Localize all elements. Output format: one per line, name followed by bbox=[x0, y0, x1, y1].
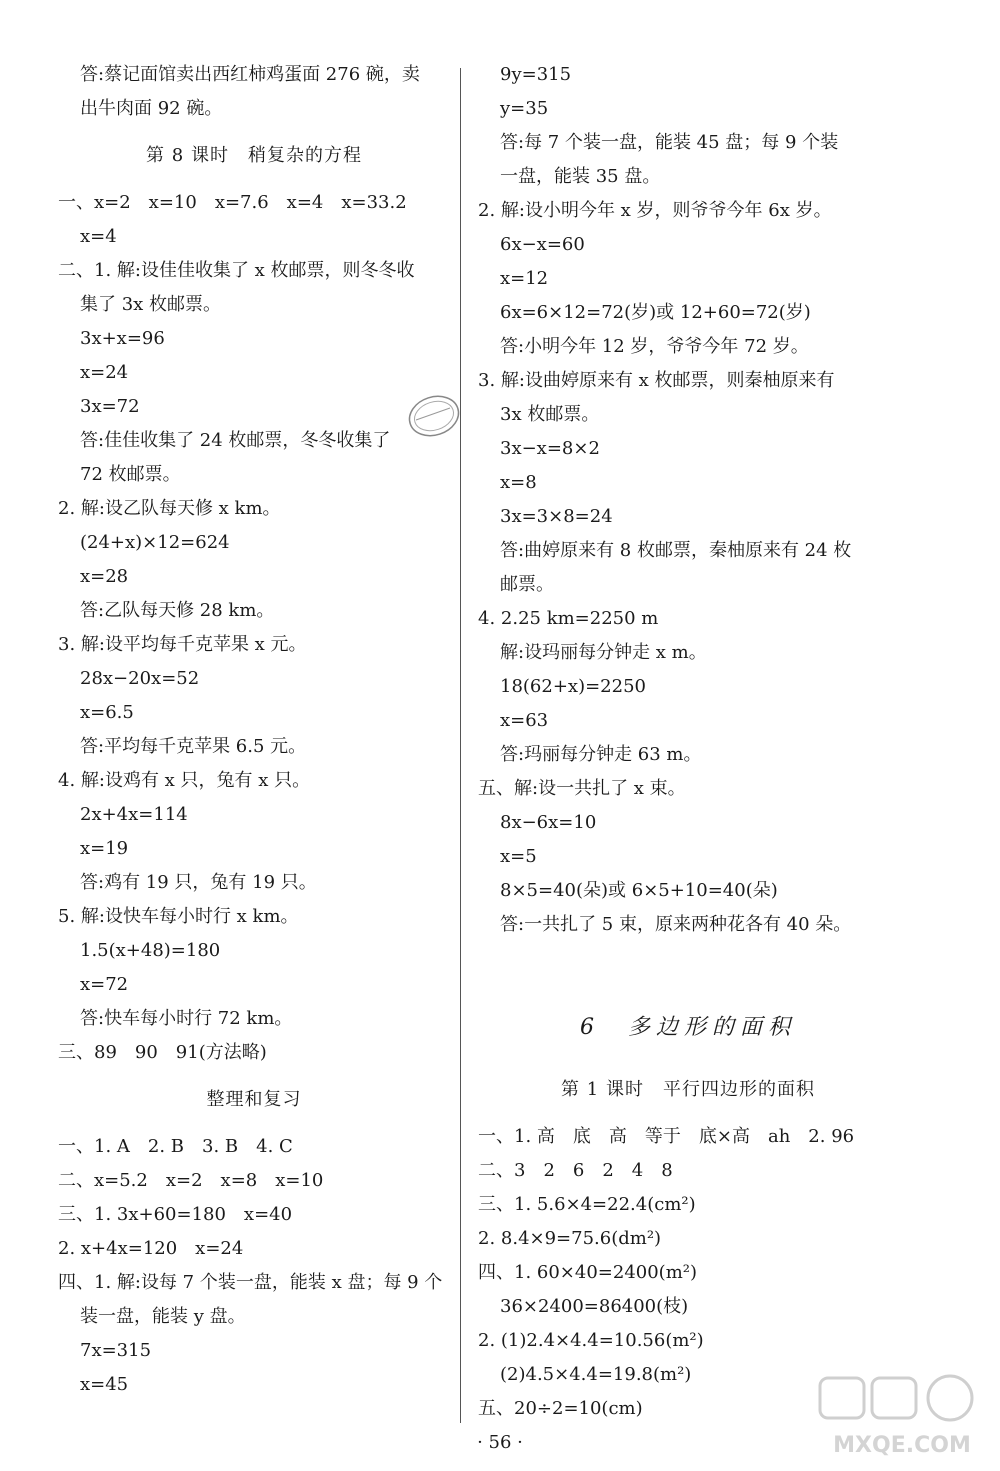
answer-line: 二、x=5.2 x=2 x=8 x=10 bbox=[58, 1170, 324, 1191]
answer-line: 8×5=40(朵)或 6×5+10=40(朵) bbox=[500, 880, 778, 901]
stamp-seal-icon bbox=[406, 392, 462, 440]
answer-line: (2)4.5×4.4=19.8(m²) bbox=[500, 1364, 692, 1385]
page-number: · 56 · bbox=[477, 1432, 523, 1453]
answer-line: 3x+x=96 bbox=[80, 328, 165, 349]
answer-line: 8x−6x=10 bbox=[500, 812, 597, 833]
answer-line: 3x−x=8×2 bbox=[500, 438, 600, 459]
answer-line: 答:鸡有 19 只，兔有 19 只。 bbox=[80, 872, 317, 893]
answer-line: 3. 解:设平均每千克苹果 x 元。 bbox=[58, 634, 307, 655]
answer-line: 四、1. 解:设每 7 个装一盘，能装 x 盘；每 9 个 bbox=[58, 1272, 443, 1293]
answer-line: x=45 bbox=[80, 1374, 129, 1395]
answer-line: x=19 bbox=[80, 838, 129, 859]
answer-line: 18(62+x)=2250 bbox=[500, 676, 646, 697]
answer-line: 答:平均每千克苹果 6.5 元。 bbox=[80, 736, 307, 757]
answer-line: 2x+4x=114 bbox=[80, 804, 188, 825]
answer-line: x=12 bbox=[500, 268, 549, 289]
answer-line: 邮票。 bbox=[500, 574, 554, 595]
answer-line: x=5 bbox=[500, 846, 537, 867]
answer-line: 答:快车每小时行 72 km。 bbox=[80, 1008, 293, 1029]
answer-line: 集了 3x 枚邮票。 bbox=[80, 294, 222, 315]
answer-line: 答:蔡记面馆卖出西红柿鸡蛋面 276 碗，卖 bbox=[80, 64, 420, 85]
answer-line: x=4 bbox=[80, 226, 117, 247]
answer-line: 五、20÷2=10(cm) bbox=[478, 1398, 643, 1419]
answer-line: x=6.5 bbox=[80, 702, 134, 723]
left-column bbox=[58, 58, 450, 1402]
answer-line: 2. 解:设小明今年 x 岁，则爷爷今年 6x 岁。 bbox=[478, 200, 832, 221]
answer-line: 三、89 90 91(方法略) bbox=[58, 1042, 267, 1063]
answer-line: x=24 bbox=[80, 362, 129, 383]
column-divider bbox=[460, 68, 461, 1423]
answer-line: 1.5(x+48)=180 bbox=[80, 940, 221, 961]
answer-line: 一盘，能装 35 盘。 bbox=[500, 166, 661, 187]
answer-line: y=35 bbox=[500, 98, 549, 119]
answer-line: 答:佳佳收集了 24 枚邮票，冬冬收集了 bbox=[80, 430, 391, 451]
answer-line: 一、1. A 2. B 3. B 4. C bbox=[58, 1136, 293, 1157]
answer-line: 5. 解:设快车每小时行 x km。 bbox=[58, 906, 299, 927]
answer-line: 3x 枚邮票。 bbox=[500, 404, 600, 425]
answer-line: x=63 bbox=[500, 710, 549, 731]
answer-line: 一、x=2 x=10 x=7.6 x=4 x=33.2 bbox=[58, 192, 407, 213]
answer-line: 二、1. 解:设佳佳收集了 x 枚邮票，则冬冬收 bbox=[58, 260, 415, 281]
answer-line: 36×2400=86400(枝) bbox=[500, 1296, 689, 1317]
spacer bbox=[478, 942, 898, 996]
answer-line: x=28 bbox=[80, 566, 129, 587]
answer-line: 72 枚邮票。 bbox=[80, 464, 181, 485]
answer-line: 9y=315 bbox=[500, 64, 572, 85]
answer-line: x=8 bbox=[500, 472, 537, 493]
section-heading: 第 8 课时 稍复杂的方程 bbox=[146, 145, 362, 166]
answer-line: 二、3 2 6 2 4 8 bbox=[478, 1160, 673, 1181]
answer-line: 28x−20x=52 bbox=[80, 668, 200, 689]
answer-line: 答:曲婷原来有 8 枚邮票，秦柚原来有 24 枚 bbox=[500, 540, 852, 561]
answer-line: 三、1. 5.6×4=22.4(cm²) bbox=[478, 1194, 696, 1215]
answer-line: 五、解:设一共扎了 x 束。 bbox=[478, 778, 686, 799]
answer-line: 4. 2.25 km=2250 m bbox=[478, 608, 659, 629]
answer-line: 一、1. 高 底 高 等于 底×高 ah 2. 96 bbox=[478, 1126, 855, 1147]
answer-line: 2. 8.4×9=75.6(dm²) bbox=[478, 1228, 662, 1249]
answer-line: 解:设玛丽每分钟走 x m。 bbox=[500, 642, 707, 663]
answer-line: 6x−x=60 bbox=[500, 234, 585, 255]
answer-line: 四、1. 60×40=2400(m²) bbox=[478, 1262, 698, 1283]
answer-line: (24+x)×12=624 bbox=[80, 532, 230, 553]
answer-line: 2. (1)2.4×4.4=10.56(m²) bbox=[478, 1330, 704, 1351]
answer-line: 2. 解:设乙队每天修 x km。 bbox=[58, 498, 281, 519]
answer-line: 答:小明今年 12 岁，爷爷今年 72 岁。 bbox=[500, 336, 809, 357]
answer-line: 答:玛丽每分钟走 63 m。 bbox=[500, 744, 702, 765]
answer-line: 4. 解:设鸡有 x 只，兔有 x 只。 bbox=[58, 770, 311, 791]
answer-line: 装一盘，能装 y 盘。 bbox=[80, 1306, 246, 1327]
answer-line: 2. x+4x=120 x=24 bbox=[58, 1238, 244, 1259]
answer-line: 答:乙队每天修 28 km。 bbox=[80, 600, 275, 621]
answer-line: 答:每 7 个装一盘，能装 45 盘；每 9 个装 bbox=[500, 132, 839, 153]
section-heading: 第 1 课时 平行四边形的面积 bbox=[561, 1079, 815, 1100]
answer-line: 3. 解:设曲婷原来有 x 枚邮票，则秦柚原来有 bbox=[478, 370, 835, 391]
answer-line: 3x=72 bbox=[80, 396, 140, 417]
svg-text:MXQE.COM: MXQE.COM bbox=[833, 1433, 971, 1458]
answer-line: 7x=315 bbox=[80, 1340, 152, 1361]
answer-line: 答:一共扎了 5 束，原来两种花各有 40 朵。 bbox=[500, 914, 852, 935]
chapter-heading: 6 多边形的面积 bbox=[580, 1015, 796, 1040]
answer-line: 三、1. 3x+60=180 x=40 bbox=[58, 1204, 293, 1225]
answer-line: 出牛肉面 92 碗。 bbox=[80, 98, 223, 119]
answer-line: 6x=6×12=72(岁)或 12+60=72(岁) bbox=[500, 302, 811, 323]
section-heading: 整理和复习 bbox=[206, 1089, 302, 1110]
answer-line: 3x=3×8=24 bbox=[500, 506, 613, 527]
answer-line: x=72 bbox=[80, 974, 129, 995]
right-column bbox=[478, 58, 898, 1426]
